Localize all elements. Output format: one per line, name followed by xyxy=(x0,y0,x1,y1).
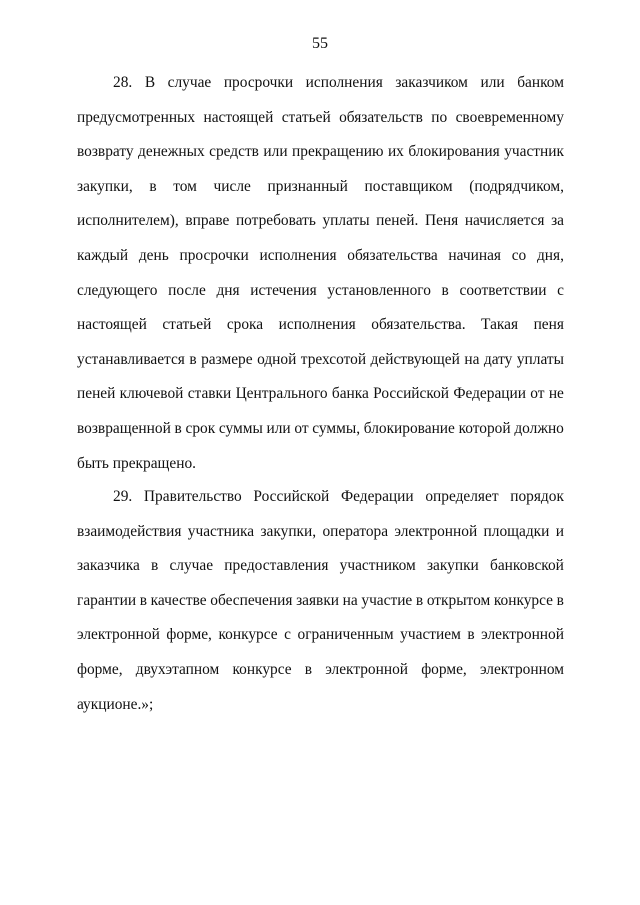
paragraph-line: аукционе.»; xyxy=(77,695,154,713)
paragraph-line: исполнителем), вправе потребовать уплаты пеней. Пеня начисляется за xyxy=(77,212,564,230)
paragraph-line: каждый день просрочки исполнения обязательства начиная со дня, xyxy=(77,246,564,264)
paragraph-29 xyxy=(77,480,564,722)
paragraph-line: быть прекращено. xyxy=(77,454,196,472)
paragraph-line: гарантии в качестве обеспечения заявки на участие в открытом конкурсе в xyxy=(77,591,564,609)
paragraph-line: заказчика в случае предоставления участником закупки банковской xyxy=(77,557,564,575)
paragraph-28 xyxy=(77,66,564,481)
paragraph-line: настоящей статьей срока исполнения обязательства. Такая пеня xyxy=(77,316,564,334)
paragraph-line: форме, двухэтапном конкурсе в электронной форме, электронном xyxy=(77,660,564,678)
paragraph-line: 28. В случае просрочки исполнения заказчиком или банком xyxy=(113,74,564,91)
paragraph-line: возврату денежных средств или прекращению их блокирования участник xyxy=(77,143,564,161)
paragraph-line: закупки, в том числе признанный поставщиком (подрядчиком, xyxy=(77,177,564,195)
paragraph-line: устанавливается в размере одной трехсотой действующей на дату уплаты xyxy=(77,350,564,368)
page-number: 55 xyxy=(312,35,328,52)
paragraph-line: взаимодействия участника закупки, оператора электронной площадки и xyxy=(77,522,564,540)
paragraph-line: предусмотренных настоящей статьей обязательств по своевременному xyxy=(77,108,564,126)
paragraph-line: следующего после дня истечения установленного в соответствии с xyxy=(77,281,564,299)
paragraph-line: возвращенной в срок суммы или от суммы, блокирование которой должно xyxy=(77,419,564,437)
paragraph-line: электронной форме, конкурсе с ограниченным участием в электронной xyxy=(77,626,564,644)
paragraph-line: пеней ключевой ставки Центрального банка Российской Федерации от не xyxy=(77,385,564,403)
paragraph-line: 29. Правительство Российской Федерации определяет порядок xyxy=(113,488,564,505)
